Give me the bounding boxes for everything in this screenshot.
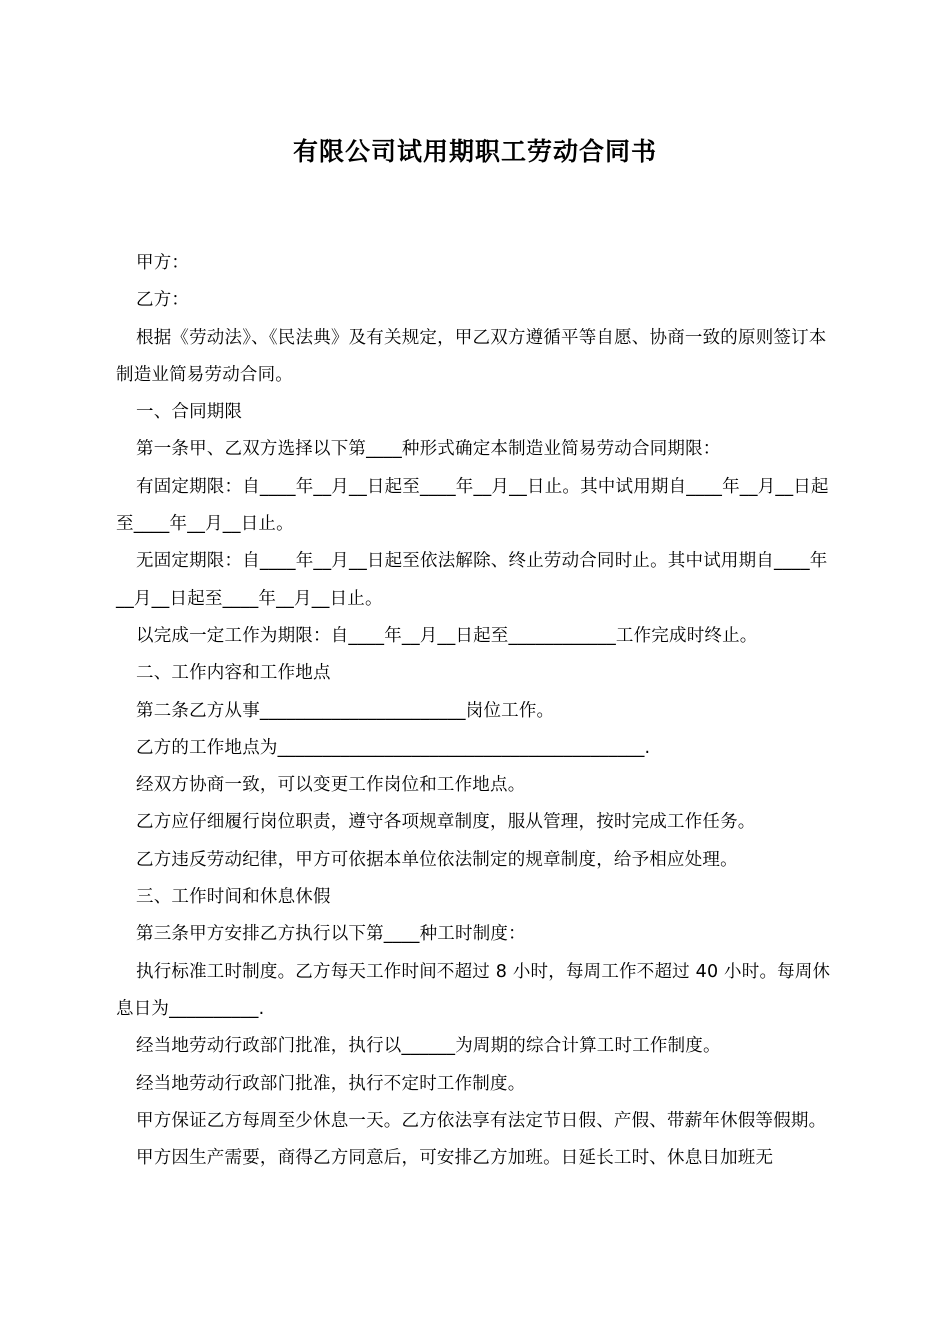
section-heading-contract-term: 一、合同期限 (136, 402, 243, 423)
standard-hours-paragraph: 执行标准工时制度。乙方每天工作时间不超过 8 小时，每周工作不超过 40 小时。每周休息日为__________. (116, 961, 831, 1019)
flexible-hours-paragraph: 经当地劳动行政部门批准，执行不定时工作制度。 (136, 1073, 526, 1094)
document-body (116, 245, 836, 1177)
document-title: 有限公司试用期职工劳动合同书 (292, 137, 657, 166)
party-b-line: 乙方： (136, 290, 190, 311)
overtime-paragraph: 甲方因生产需要，商得乙方同意后，可安排乙方加班。日延长工时、休息日加班无 (136, 1148, 774, 1169)
fixed-term-paragraph: 有固定期限：自____年__月__日起至____年__月__日止。其中试用期自____年__月__日起至____年__月__日止。 (116, 476, 829, 535)
section-heading-working-hours: 三、工作时间和休息休假 (136, 887, 331, 908)
section-heading-work-content: 二、工作内容和工作地点 (136, 663, 331, 684)
duties-paragraph: 乙方应仔细履行岗位职责，遵守各项规章制度，服从管理，按时完成工作任务。 (136, 812, 756, 833)
comprehensive-hours-paragraph: 经当地劳动行政部门批准，执行以______为周期的综合计算工时工作制度。 (136, 1036, 721, 1057)
work-location-paragraph: 乙方的工作地点为_________________________________________. (136, 737, 651, 758)
discipline-paragraph: 乙方违反劳动纪律，甲方可依据本单位依法制定的规章制度，给予相应处理。 (136, 849, 738, 870)
task-term-paragraph: 以完成一定工作为期限：自____年__月__日起至____________工作完成时终止。 (136, 625, 758, 646)
open-term-paragraph: 无固定期限：自____年__月__日起至依法解除、终止劳动合同时止。其中试用期自____年__月__日起至____年__月__日止。 (116, 551, 828, 609)
article-1-paragraph: 第一条甲、乙双方选择以下第____种形式确定本制造业简易劳动合同期限： (136, 439, 721, 460)
change-position-paragraph: 经双方协商一致，可以变更工作岗位和工作地点。 (136, 775, 526, 796)
article-2-paragraph: 第二条乙方从事_______________________岗位工作。 (136, 700, 555, 721)
party-a-line: 甲方： (136, 253, 190, 273)
article-3-paragraph: 第三条甲方安排乙方执行以下第____种工时制度： (136, 924, 526, 945)
preamble-paragraph: 根据《劳动法》、《民法典》及有关规定，甲乙双方遵循平等自愿、协商一致的原则签订本制造业简易劳动合同。 (116, 327, 827, 385)
rest-day-paragraph: 甲方保证乙方每周至少休息一天。乙方依法享有法定节日假、产假、带薪年休假等假期。 (136, 1110, 827, 1131)
